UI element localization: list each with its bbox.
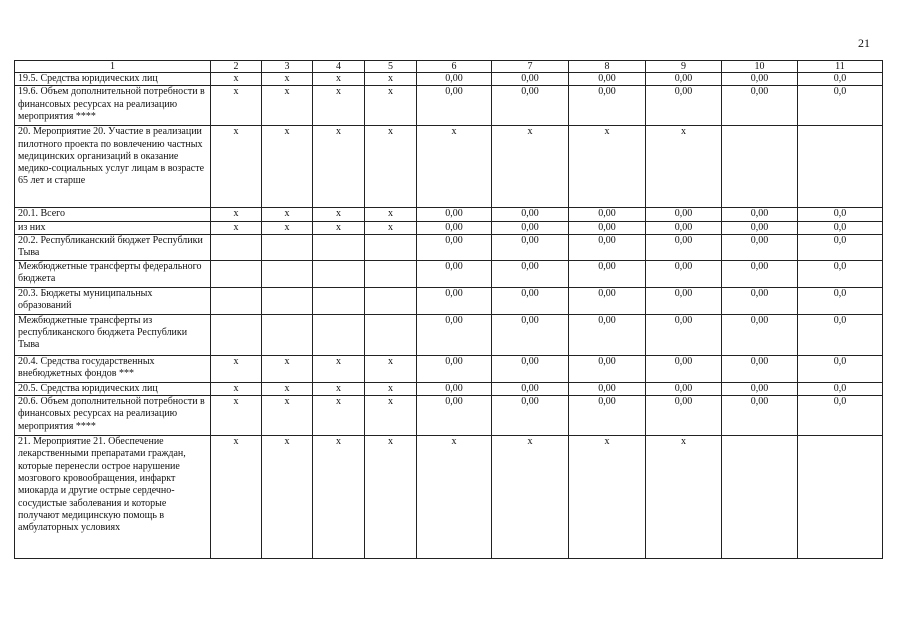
table-cell: х (365, 436, 417, 559)
table-cell: х (262, 208, 313, 221)
table-cell (313, 234, 365, 260)
table-cell (365, 260, 417, 287)
table-cell: 0,0 (798, 260, 883, 287)
column-header: 10 (722, 61, 798, 73)
column-header: 3 (262, 61, 313, 73)
row-label: 21. Мероприятие 21. Обеспечение лекарственными препаратами граждан, которые перенесли острое нарушение мозгового кровообращения, инфаркт миокарда и другие острые сердечно-сосудистые заболевания и которые получают медицинскую помощь в амбулаторных условиях (15, 436, 211, 559)
table-cell: х (646, 126, 722, 208)
table-cell: х (365, 86, 417, 126)
table-cell: 0,00 (492, 208, 569, 221)
table-row (15, 355, 883, 382)
table-cell: х (365, 396, 417, 436)
table-cell: х (646, 436, 722, 559)
table-cell: 0,00 (492, 86, 569, 126)
table-cell: 0,00 (722, 396, 798, 436)
table-cell: х (211, 382, 262, 395)
table-cell: х (365, 126, 417, 208)
row-label: 19.6. Объем дополнительной потребности в финансовых ресурсах на реализацию мероприятия **** (15, 86, 211, 126)
table-cell: 0,00 (492, 355, 569, 382)
table-cell: 0,00 (492, 287, 569, 314)
table-cell: 0,00 (646, 221, 722, 234)
table-cell (798, 126, 883, 208)
table-cell: 0,00 (417, 314, 492, 355)
table-cell (365, 234, 417, 260)
row-label: 19.5. Средства юридических лиц (15, 73, 211, 86)
table-cell: 0,00 (722, 234, 798, 260)
table-cell (313, 260, 365, 287)
table-cell: 0,0 (798, 396, 883, 436)
table-cell: 0,00 (722, 73, 798, 86)
table-cell: 0,00 (417, 234, 492, 260)
table-cell: х (313, 436, 365, 559)
table-cell: х (492, 436, 569, 559)
table-cell: 0,0 (798, 208, 883, 221)
table-cell: 0,00 (646, 314, 722, 355)
table-cell: х (313, 382, 365, 395)
table-cell: 0,00 (722, 221, 798, 234)
table-cell (211, 234, 262, 260)
column-header: 8 (569, 61, 646, 73)
table-cell: х (313, 208, 365, 221)
table-cell: 0,00 (646, 73, 722, 86)
table-cell: 0,00 (569, 221, 646, 234)
table-cell: х (313, 126, 365, 208)
column-header: 9 (646, 61, 722, 73)
table-cell: х (365, 382, 417, 395)
budget-table (14, 60, 883, 559)
row-label: Межбюджетные трансферты из республиканского бюджета Республики Тыва (15, 314, 211, 355)
table-cell: 0,00 (646, 396, 722, 436)
row-label: 20.6. Объем дополнительной потребности в финансовых ресурсах на реализацию мероприятия **** (15, 396, 211, 436)
table-cell: х (365, 73, 417, 86)
row-label: 20.2. Республиканский бюджет Республики Тыва (15, 234, 211, 260)
table-cell: 0,00 (569, 234, 646, 260)
table-cell: 0,00 (569, 260, 646, 287)
table-cell: 0,00 (569, 314, 646, 355)
table-cell: 0,00 (646, 382, 722, 395)
table-cell: х (313, 396, 365, 436)
table-cell: х (262, 126, 313, 208)
table-cell: 0,00 (417, 208, 492, 221)
table-cell: 0,00 (646, 86, 722, 126)
table-cell: 0,0 (798, 287, 883, 314)
table-cell: 0,00 (569, 382, 646, 395)
table-cell (798, 436, 883, 559)
table-cell: 0,00 (722, 382, 798, 395)
table-cell (262, 314, 313, 355)
table-cell: х (262, 86, 313, 126)
table-row (15, 287, 883, 314)
table-cell: 0,00 (722, 86, 798, 126)
table-cell (262, 260, 313, 287)
table-cell: х (365, 221, 417, 234)
table-cell (262, 234, 313, 260)
table-cell (365, 287, 417, 314)
table-cell: 0,00 (569, 287, 646, 314)
table-cell: 0,00 (417, 260, 492, 287)
table-cell: х (262, 382, 313, 395)
table-cell: 0,0 (798, 314, 883, 355)
table-row (15, 396, 883, 436)
table-cell: х (313, 86, 365, 126)
table-cell: х (211, 436, 262, 559)
table-row (15, 86, 883, 126)
table-row (15, 126, 883, 208)
table-cell: 0,00 (722, 208, 798, 221)
table-cell: х (365, 208, 417, 221)
table-cell: х (262, 396, 313, 436)
table-cell: 0,0 (798, 221, 883, 234)
table-cell: 0,00 (569, 355, 646, 382)
table-row (15, 314, 883, 355)
table-cell: х (417, 126, 492, 208)
table-cell: 0,00 (417, 73, 492, 86)
header-row (15, 61, 883, 73)
table-cell: 0,0 (798, 382, 883, 395)
column-header: 5 (365, 61, 417, 73)
table-cell: 0,0 (798, 73, 883, 86)
table-cell: 0,00 (492, 234, 569, 260)
table-cell (211, 314, 262, 355)
column-header: 2 (211, 61, 262, 73)
table-cell: 0,00 (569, 86, 646, 126)
row-label: 20.1. Всего (15, 208, 211, 221)
table-cell: х (492, 126, 569, 208)
table-cell: х (211, 73, 262, 86)
table-cell: 0,0 (798, 86, 883, 126)
table-cell: х (417, 436, 492, 559)
row-label: Межбюджетные трансферты федерального бюджета (15, 260, 211, 287)
table-cell: 0,00 (722, 314, 798, 355)
table-cell: х (211, 355, 262, 382)
table-cell: 0,00 (417, 287, 492, 314)
table-row (15, 260, 883, 287)
table-cell (722, 436, 798, 559)
table-cell (211, 260, 262, 287)
table-cell: 0,00 (646, 287, 722, 314)
table-cell: 0,00 (492, 314, 569, 355)
table-cell: 0,00 (722, 287, 798, 314)
table-cell (722, 126, 798, 208)
row-label: 20.4. Средства государственных внебюджетных фондов *** (15, 355, 211, 382)
table-cell: х (211, 396, 262, 436)
table-cell: х (569, 126, 646, 208)
column-header: 6 (417, 61, 492, 73)
row-label: 20. Мероприятие 20. Участие в реализации пилотного проекта по вовлечению частных медицинских организаций в оказание медико-социальных услуг лицам в возрасте 65 лет и старше (15, 126, 211, 208)
column-header: 4 (313, 61, 365, 73)
table-cell: 0,00 (417, 382, 492, 395)
column-header: 7 (492, 61, 569, 73)
table-cell: 0,0 (798, 234, 883, 260)
table-cell: 0,00 (492, 396, 569, 436)
table-cell: 0,00 (417, 396, 492, 436)
table-row (15, 436, 883, 559)
table-cell (211, 287, 262, 314)
table-cell: 0,00 (492, 221, 569, 234)
column-header: 1 (15, 61, 211, 73)
table-cell: 0,00 (646, 208, 722, 221)
table-cell: х (211, 86, 262, 126)
table-cell: 0,00 (569, 208, 646, 221)
table-row (15, 221, 883, 234)
table-cell (313, 287, 365, 314)
table-cell: 0,00 (417, 86, 492, 126)
table-cell: х (211, 221, 262, 234)
table-cell: х (313, 73, 365, 86)
table-row (15, 234, 883, 260)
table-cell: 0,00 (492, 73, 569, 86)
row-label: 20.5. Средства юридических лиц (15, 382, 211, 395)
column-header: 11 (798, 61, 883, 73)
table-cell: 0,00 (646, 260, 722, 287)
table-cell (365, 314, 417, 355)
page-number: 21 (858, 36, 870, 50)
table-cell: 0,0 (798, 355, 883, 382)
table-cell: 0,00 (417, 355, 492, 382)
table-cell: 0,00 (417, 221, 492, 234)
table-cell: х (569, 436, 646, 559)
table-cell: 0,00 (569, 396, 646, 436)
table-cell: 0,00 (569, 73, 646, 86)
table-cell: 0,00 (646, 234, 722, 260)
table-row (15, 382, 883, 395)
row-label: 20.3. Бюджеты муниципальных образований (15, 287, 211, 314)
row-label: из них (15, 221, 211, 234)
table-cell: 0,00 (722, 260, 798, 287)
table-cell: х (313, 221, 365, 234)
table-cell: х (365, 355, 417, 382)
table-cell: х (262, 436, 313, 559)
table-cell: х (313, 355, 365, 382)
table-cell: х (262, 221, 313, 234)
table-cell: 0,00 (646, 355, 722, 382)
table-cell (313, 314, 365, 355)
table-cell: 0,00 (722, 355, 798, 382)
table-cell: х (262, 355, 313, 382)
table-row (15, 73, 883, 86)
table-cell: х (211, 126, 262, 208)
table-cell: 0,00 (492, 382, 569, 395)
table-cell: х (211, 208, 262, 221)
table-row (15, 208, 883, 221)
table-cell: х (262, 73, 313, 86)
table-cell (262, 287, 313, 314)
table-cell: 0,00 (492, 260, 569, 287)
